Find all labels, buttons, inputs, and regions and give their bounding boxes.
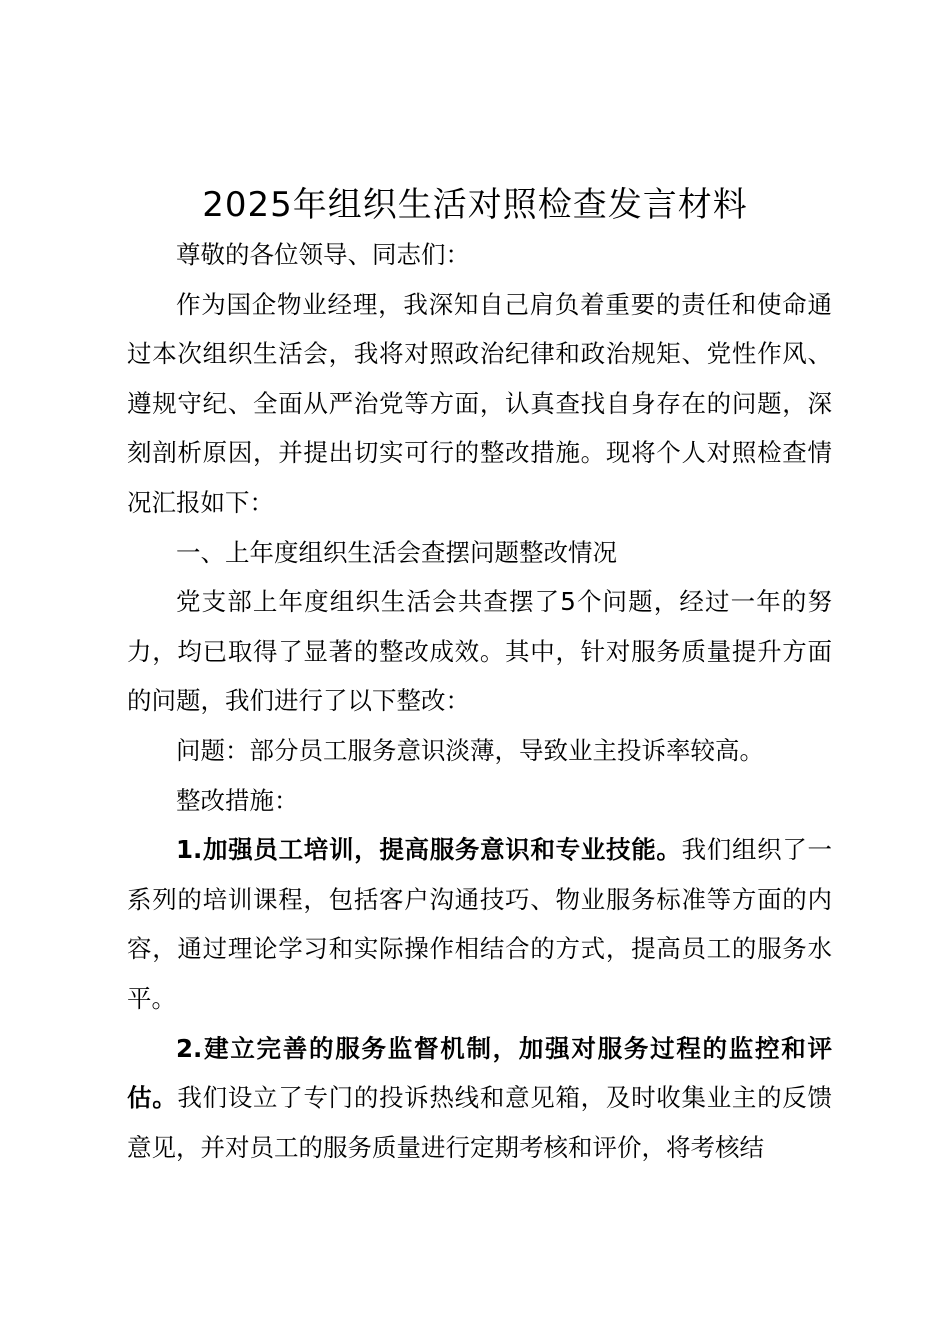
- measure-1-paragraph: [127, 825, 832, 1023]
- problem-paragraph: 问题：部分员工服务意识淡薄，导致业主投诉率较高。: [176, 735, 764, 765]
- section-heading: 一、上年度组织生活会查摆问题整改情况: [176, 537, 617, 567]
- measure-2-heading: 2.建立完善的服务监督机制，加强对服务过程的监控和评估。: [127, 1033, 832, 1113]
- measure-1-heading: 1.加强员工培训，提高服务意识和专业技能。: [176, 835, 682, 865]
- measure-2-text: 我们设立了专门的投诉热线和意见箱，及时收集业主的反馈意见，并对员工的服务质量进行定期考核和评价，将考核结: [127, 1083, 833, 1162]
- document-body: [127, 230, 832, 1172]
- measure-1-text: 我们组织了一系列的培训课程，包括客户沟通技巧、物业服务标准等方面的内容，通过理论学习和实际操作相结合的方式，提高员工的服务水平。: [127, 835, 833, 1013]
- measure-2-paragraph: [127, 1024, 832, 1173]
- document-title: 2025年组织生活对照检查发言材料: [202, 185, 748, 225]
- measures-label: 整改措施：: [176, 785, 299, 815]
- section-paragraph: 党支部上年度组织生活会共查摆了5个问题，经过一年的努力，均已取得了显著的整改成效。其中，针对服务质量提升方面的问题，我们进行了以下整改：: [127, 587, 832, 716]
- greeting-paragraph: 尊敬的各位领导、同志们：: [176, 240, 470, 269]
- intro-paragraph: 作为国企物业经理，我深知自己肩负着重要的责任和使命通过本次组织生活会，我将对照政治纪律和政治规矩、党性作风、遵规守纪、全面从严治党等方面，认真查找自身存在的问题，深刻剖析原因，并提出切实可行的整改措施。现将个人对照检查情况汇报如下：: [127, 289, 832, 517]
